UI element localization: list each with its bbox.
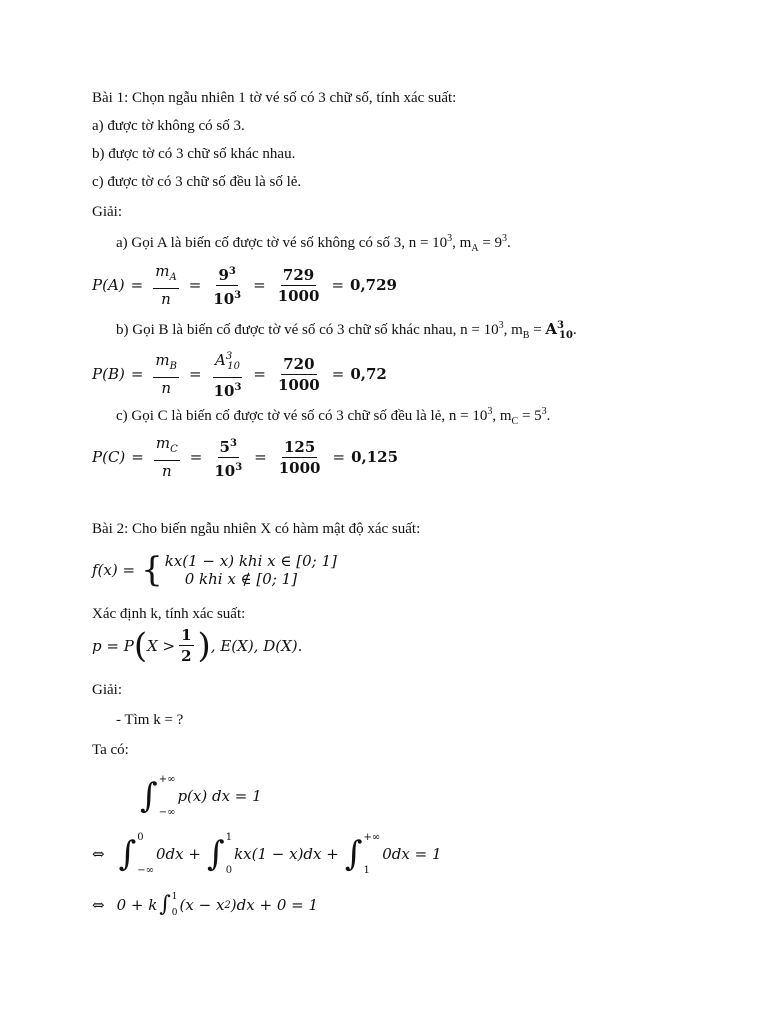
bai1-question-a: a) được tờ không có số 3.: [92, 118, 245, 134]
bai2-title: Bài 2: Cho biến ngẫu nhiên X có hàm mật độ xác suất:: [92, 521, 421, 537]
ta-co-label: Ta có:: [92, 742, 129, 758]
formula-pb: P(B) = $\frac{m_B}{n}$ = $\frac{A^3_{10}}{10^3}$ = $\frac{720}{1000}$ = 0,72: [92, 348, 387, 400]
integral-normalization: ∫ +∞ −∞ p(x) dx = 1: [140, 774, 262, 818]
density-case-2: 0 khi x ∉ [0; 1]: [184, 570, 298, 588]
formula-pc: P(C) = $\frac{m_C}{n}$ = $\frac{5^3}{10^3}$ = $\frac{125}{1000}$ = 0,125: [92, 434, 399, 480]
bai1-question-b: b) được tờ có 3 chữ số khác nhau.: [92, 146, 296, 162]
bai1-title: Bài 1: Chọn ngẫu nhiên 1 tờ vé số có 3 chữ số, tính xác suất:: [92, 90, 457, 106]
bai1-solution-label: Giải:: [92, 204, 122, 220]
bai2-solution-label: Giải:: [92, 682, 122, 698]
part-b-statement: b) Gọi B là biến cố được tờ vé số có 3 chữ số khác nhau, $n = 10^3$, $m_B = A^3_{10}$.: [116, 320, 577, 341]
probability-expression: p = P ( X > $\frac{1}{2}$ ) , E(X), D(X).: [92, 625, 303, 666]
integral-split: ⇔ ∫ 0 −∞ 0dx + ∫ 1 0 kx(1 − x)dx + ∫ +∞ 1 0dx = 1: [92, 832, 442, 876]
density-function: f(x) = { kx(1 − x) khi x ∈ [0; 1] 0 khi x ∉ [0; 1]: [92, 550, 337, 590]
integral-simplified: ⇔ 0 + k ∫ 1 0 (x − x 2 )dx + 0 = 1: [92, 892, 319, 918]
part-a-statement: a) Gọi A là biến cố được tờ vé số không có số 3, $n = 10^3$, $m_A = 9^3$.: [116, 233, 511, 254]
find-k-bullet: - Tìm k = ?: [116, 712, 184, 728]
part-c-statement: c) Gọi C là biến cố được tờ vé số có 3 chữ số đều là lẻ, $n = 10^3$, $m_C = 5^3$.: [116, 406, 551, 427]
determine-k-line: Xác định k, tính xác suất:: [92, 606, 246, 622]
density-case-1: kx(1 − x) khi x ∈ [0; 1]: [164, 552, 337, 570]
bai1-question-c: c) được tờ có 3 chữ số đều là số lẻ.: [92, 174, 302, 190]
formula-pa: P(A) = $\frac{m_A}{n}$ = $\frac{9^3}{10^3}$ = $\frac{729}{1000}$ = 0,729: [92, 262, 397, 308]
